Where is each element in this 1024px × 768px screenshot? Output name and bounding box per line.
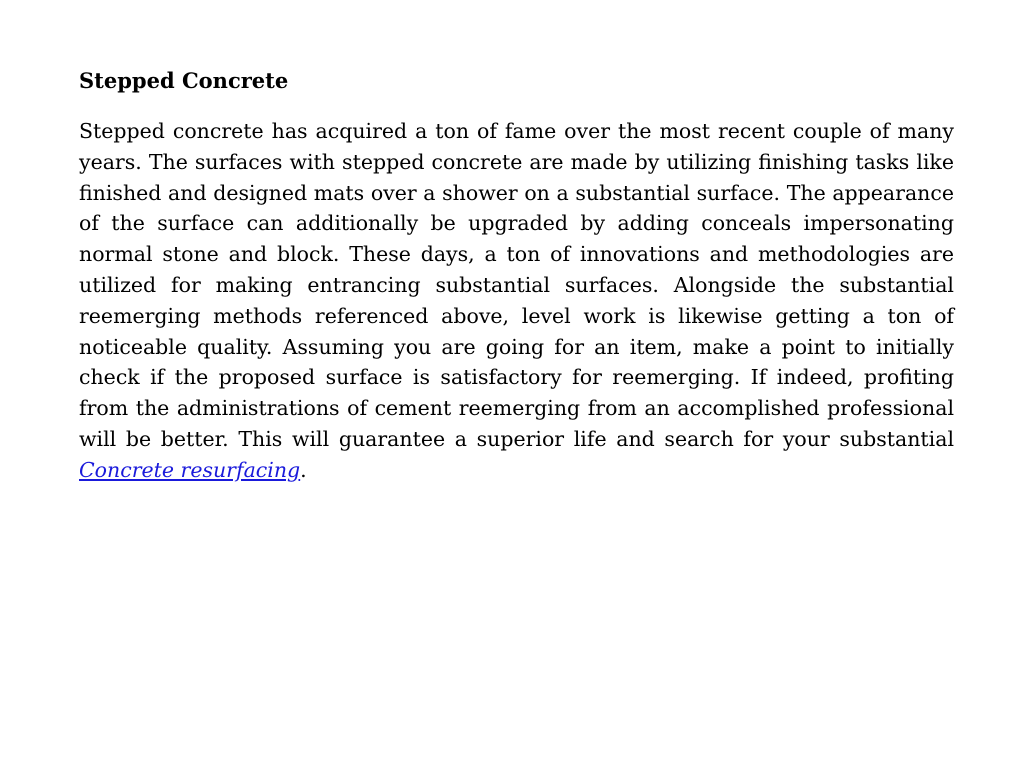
document-paragraph [79,116,954,486]
document [79,66,954,486]
paragraph-text: Stepped concrete has acquired a ton of fame over the most recent couple of many years. The surfaces with stepped concrete are made by utilizing finishing tasks like finished and designed mats over a shower on a substantial surface. The appearance of the surface can additionally be upgraded by adding conceals impersonating normal stone and block. These days, a ton of innovations and methodologies are utilized for making entrancing substantial surfaces. Alongside the substantial reemerging methods referenced above, level work is likewise getting a ton of noticeable quality. Assuming you are going for an item, make a point to initially check if the proposed surface is satisfactory for reemerging. If indeed, profiting from the administrations of cement reemerging from an accomplished professional will be better. This will guarantee a superior life and search for your substantial [79,119,954,451]
concrete-resurfacing-link[interactable]: Concrete resurfacing [79,457,301,482]
paragraph-end-punctuation: . [300,457,307,482]
document-title: Stepped Concrete [79,68,289,93]
